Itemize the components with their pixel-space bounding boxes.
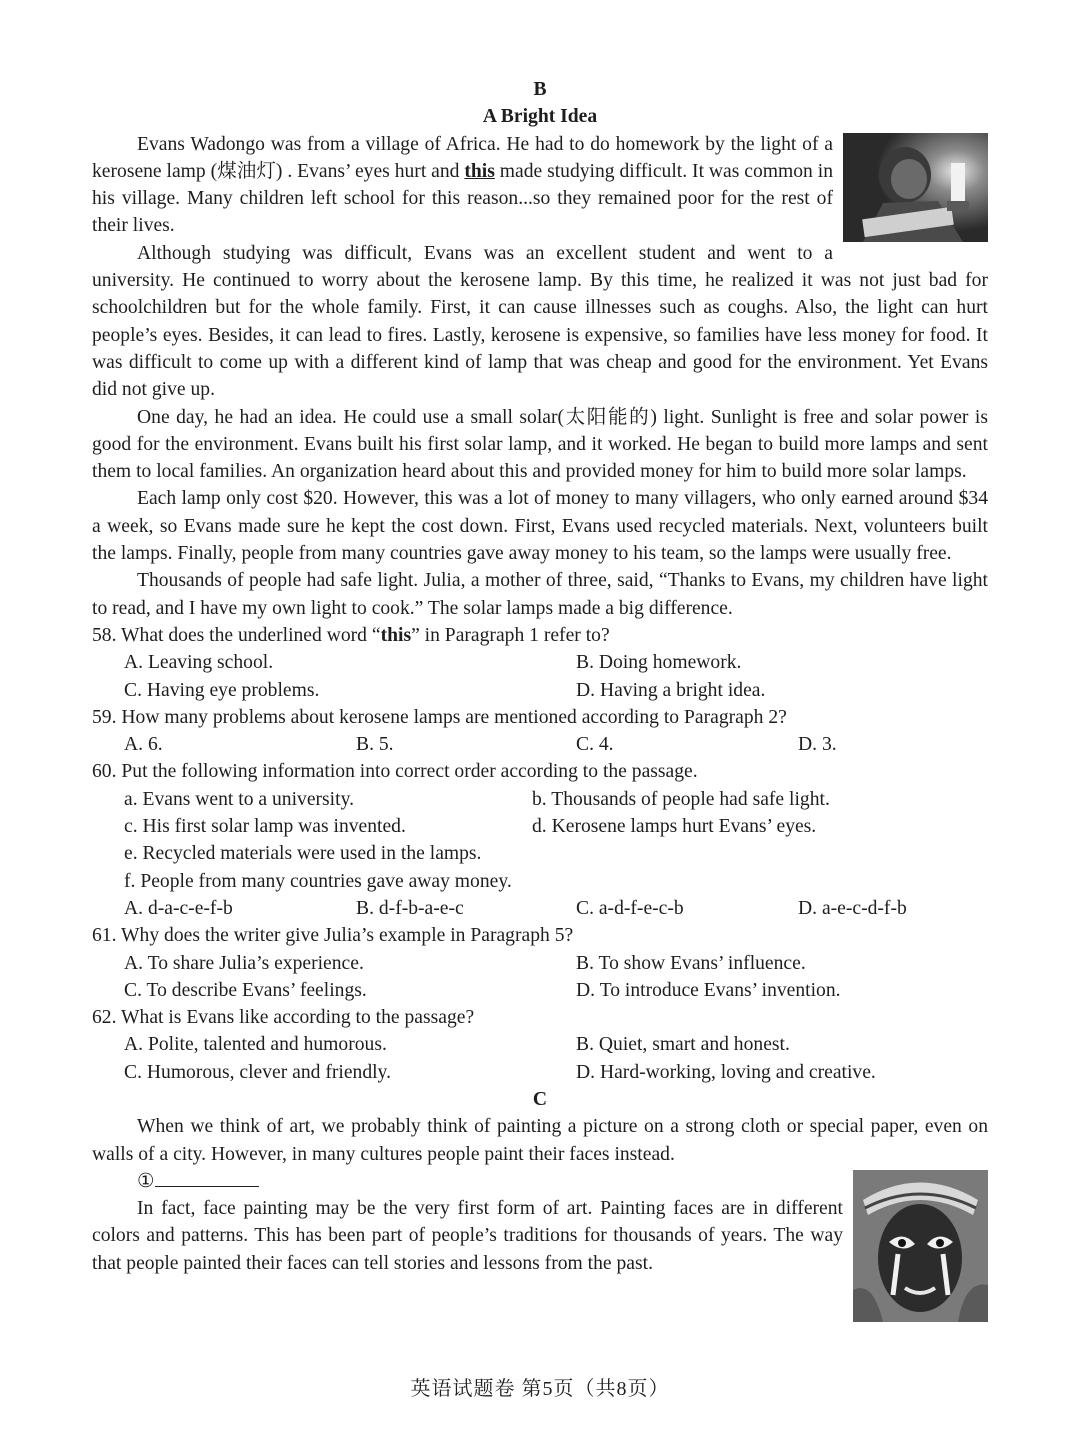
passage-title: A Bright Idea [482, 106, 598, 128]
paragraph-1-end: made studying difficult. It was common in his village. Many children left school for this reason...so they remained poor for the rest of their lives. [92, 160, 833, 237]
option: D. Having a bright idea. [576, 679, 766, 701]
question-61-stem: 61. Why does the writer give Julia’s example in Paragraph 5? [92, 925, 574, 947]
question-58-options [124, 649, 988, 704]
order-item: b. Thousands of people had safe light. [532, 788, 830, 810]
option: A. To share Julia’s experience. [124, 952, 364, 974]
question-59-stem: 59. How many problems about kerosene lamps are mentioned according to Paragraph 2? [92, 706, 787, 728]
order-item: a. Evans went to a university. [124, 788, 354, 810]
blank-line [155, 1168, 259, 1187]
option: B. d-f-b-a-e-c [356, 897, 464, 919]
option: A. Leaving school. [124, 652, 274, 674]
question-58-stem-word: this [380, 624, 412, 646]
page-footer: 英语试题卷 第5页（共8页） [410, 1378, 670, 1400]
option: C. a-d-f-e-c-b [576, 897, 684, 919]
question-58-stem-end: ” in Paragraph 1 refer to? [411, 624, 610, 646]
option: C. Humorous, clever and friendly. [124, 1061, 391, 1083]
option: A. d-a-c-e-f-b [124, 897, 233, 919]
paragraph-2: Although studying was difficult, Evans was an excellent student and went to a university. He continued to worry about the kerosene lamp. By this time, he realized it was not just bad for schoolchildren but for the whole family. First, it can cause illnesses such as coughs. Also, the light can hurt people’s eyes. Besides, it can lead to fires. Lastly, kerosene is expensive, so families have less money for food. It was difficult to come up with a different kind of lamp that was cheap and good for the environment. Yet Evans did not give up. [92, 242, 988, 401]
paragraph-4: Each lamp only cost $20. However, this was a lot of money to many villagers, who only earned around $34 a week, so Evans made sure he kept the cost down. First, Evans used recycled materials. Next, volunteers built the lamps. Finally, people from many countries gave away money to his team, so the lamps were usually free. [92, 488, 988, 565]
order-item: e. Recycled materials were used in the lamps. [124, 843, 482, 865]
section-b-letter: B [533, 79, 547, 100]
photo-painted-face [853, 1170, 988, 1322]
paragraph-3: One day, he had an idea. He could use a small solar(太阳能的) light. Sunlight is free and solar power is good for the environment. Evans built his first solar lamp, and it worked. He began to build more lamps and sent them to local families. An organization heard about this and provided money for him to build more solar lamps. [92, 406, 988, 483]
option: C. Having eye problems. [124, 679, 320, 701]
question-62-stem: 62. What is Evans like according to the passage? [92, 1007, 475, 1029]
option: B. Doing homework. [576, 652, 742, 674]
paragraph-c1: When we think of art, we probably think of painting a picture on a strong cloth or special paper, even on walls of a city. However, in many cultures people paint their faces instead. [92, 1116, 988, 1165]
question-61-options [124, 950, 988, 1005]
question-60-items [124, 786, 988, 841]
option: A. 6. [124, 734, 163, 756]
question-58-stem-start: 58. What does the underlined word “ [92, 624, 381, 646]
paragraph-1-start: Evans Wadongo was from a village of Africa. He had to do homework by the light of a kerosene lamp (煤油灯) . Evans’ eyes hurt and [92, 133, 833, 182]
blank-number: ① [137, 1170, 155, 1192]
question-60-stem: 60. Put the following information into correct order according to the passage. [92, 761, 698, 783]
option: A. Polite, talented and humorous. [124, 1034, 387, 1056]
question-59-options [124, 731, 988, 758]
section-c-letter: C [532, 1088, 548, 1110]
option: B. To show Evans’ influence. [576, 952, 806, 974]
option: C. To describe Evans’ feelings. [124, 979, 367, 1001]
order-item: c. His first solar lamp was invented. [124, 816, 406, 838]
question-62-options [124, 1031, 988, 1086]
option: C. 4. [576, 734, 614, 756]
option: D. a-e-c-d-f-b [798, 897, 907, 919]
option: D. 3. [798, 734, 837, 756]
question-60-options [124, 895, 988, 922]
page-content [92, 76, 988, 1322]
underlined-word-this: this [464, 160, 495, 182]
photo-boy-kerosene-lamp [843, 133, 988, 242]
paragraph-5: Thousands of people had safe light. Julia, a mother of three, said, “Thanks to Evans, my children have light to read, and I have my own light to cook.” The solar lamps made a big difference. [92, 570, 988, 619]
order-item: d. Kerosene lamps hurt Evans’ eyes. [532, 816, 817, 838]
paragraph-c2: In fact, face painting may be the very first form of art. Painting faces are in different colors and patterns. This has been part of people’s traditions for thousands of years. The way that people painted their faces can tell stories and lessons from the past. [92, 1198, 843, 1274]
option: B. Quiet, smart and honest. [576, 1034, 790, 1056]
question-60-items-long [124, 840, 988, 895]
option: D. To introduce Evans’ invention. [576, 979, 841, 1001]
option: D. Hard-working, loving and creative. [576, 1061, 876, 1083]
option: B. 5. [356, 734, 394, 756]
order-item: f. People from many countries gave away money. [124, 870, 512, 892]
question-58-stem [92, 622, 988, 649]
